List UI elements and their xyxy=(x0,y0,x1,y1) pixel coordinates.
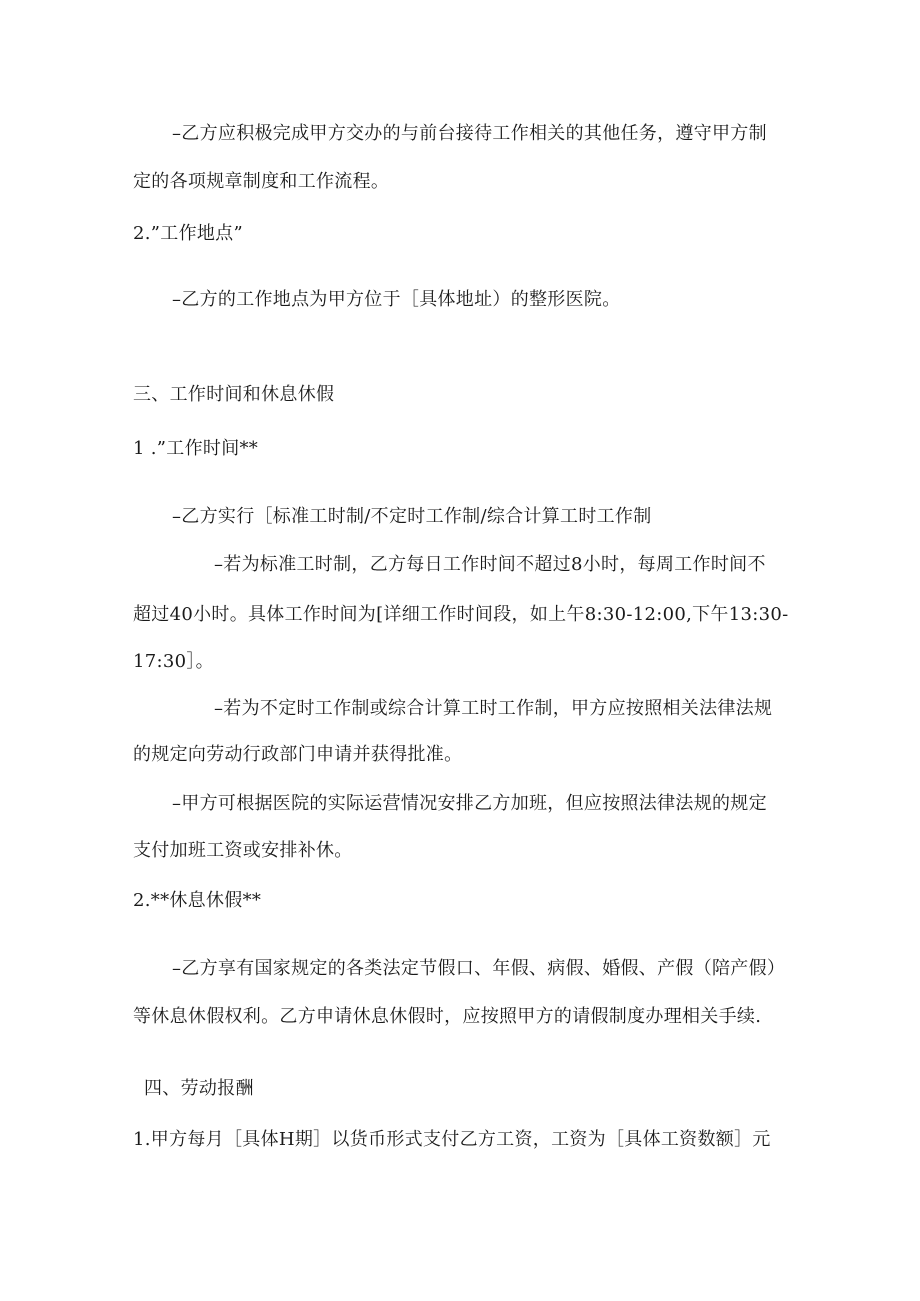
paragraph-line: –乙方的工作地点为甲方位于［具体地址）的整形医院。 xyxy=(172,289,621,310)
paragraph-line: 等休息休假权利。乙方申请休息休假时，应按照甲方的请假制度办理相关手续. xyxy=(133,1006,762,1027)
paragraph-line: 1.甲方每月［具体H期］以货币形式支付乙方工资，工资为［具体工资数额］元 xyxy=(133,1129,771,1150)
section-heading: 三、工作时间和休息休假 xyxy=(133,384,335,405)
section-subheading: 2.”工作地点” xyxy=(133,223,243,244)
paragraph-line: –甲方可根据医院的实际运营情况安排乙方加班，但应按照法律法规的规定 xyxy=(172,793,767,814)
paragraph-line: 的规定向劳动行政部门申请并获得批准。 xyxy=(133,744,463,765)
section-heading: 四、劳动报酬 xyxy=(144,1078,254,1099)
paragraph-line: –乙方应积极完成甲方交办的与前台接待工作相关的其他任务，遵守甲方制 xyxy=(172,123,767,144)
section-subheading: 2.**休息休假** xyxy=(133,890,262,911)
section-subheading: 1 .”工作时间** xyxy=(133,438,259,459)
paragraph-line: 定的各项规章制度和工作流程。 xyxy=(133,171,390,192)
paragraph-line: –乙方享有国家规定的各类法定节假口、年假、病假、婚假、产假（陪产假） xyxy=(172,958,786,979)
paragraph-line: 17:30］。 xyxy=(133,651,214,672)
paragraph-line: 超过40小时。具体工作时间为[详细工作时间段，如上午8:30-12:00,下午13:30- xyxy=(133,604,789,625)
paragraph-line: –若为不定时工作制或综合计算工时工作制，甲方应按照相关法律法规 xyxy=(214,698,773,719)
paragraph-line: –乙方实行［标准工时制/不定时工作制/综合计算工时工作制 xyxy=(172,506,652,527)
paragraph-line: 支付加班工资或安排补休。 xyxy=(133,840,353,861)
paragraph-line: –若为标准工时制，乙方每日工作时间不超过8小时，每周工作时间不 xyxy=(214,554,766,575)
